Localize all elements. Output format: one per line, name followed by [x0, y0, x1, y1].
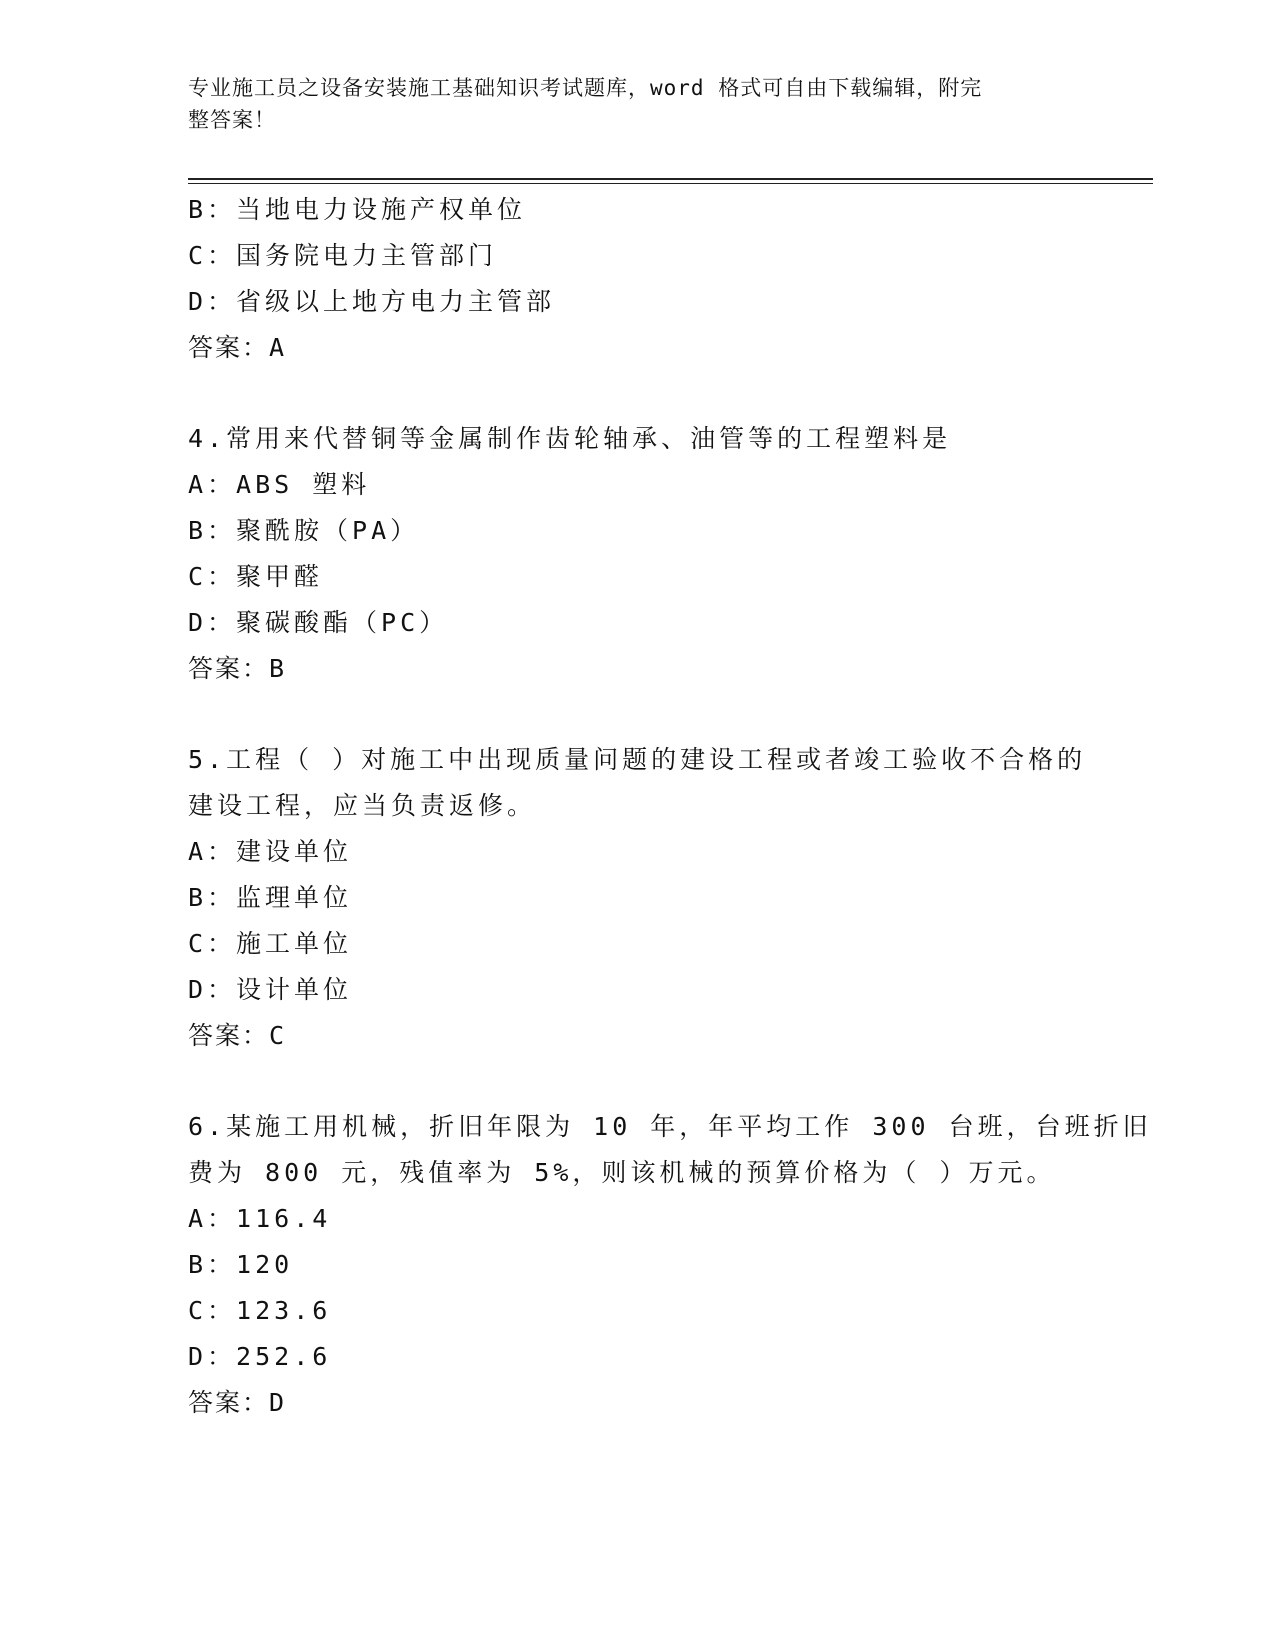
option-b: B：聚酰胺（PA） [188, 516, 420, 545]
question-6 [188, 1104, 1152, 1426]
option-a: A：116.4 [188, 1204, 332, 1233]
question-stem-line-1: 5.工程（ ）对施工中出现质量问题的建设工程或者竣工验收不合格的 [188, 745, 1087, 774]
option-c: C：聚甲醛 [188, 562, 324, 591]
question-4 [188, 416, 1088, 692]
answer-line: 答案：C [188, 1021, 287, 1050]
answer-line: 答案：A [188, 333, 287, 362]
header-divider-thin [188, 183, 1153, 184]
answer-line: 答案：B [188, 654, 287, 683]
spacer [188, 1059, 1088, 1104]
spacer [188, 371, 1088, 416]
question-stem: 4.常用来代替铜等金属制作齿轮轴承、油管等的工程塑料是 [188, 424, 952, 453]
question-5 [188, 737, 1088, 1059]
option-b: B：120 [188, 1250, 294, 1279]
option-b: B：监理单位 [188, 883, 353, 912]
header-divider-thick [188, 178, 1153, 180]
option-a: A：ABS 塑料 [188, 470, 371, 499]
option-b: B：当地电力设施产权单位 [188, 195, 527, 224]
spacer [188, 692, 1088, 737]
answer-line: 答案：D [188, 1388, 287, 1417]
option-c: C：施工单位 [188, 929, 353, 958]
question-stem-line-2: 费为 800 元，残值率为 5%，则该机械的预算价格为（ ）万元。 [188, 1158, 1056, 1187]
question-stem-line-1: 6.某施工用机械，折旧年限为 10 年，年平均工作 300 台班，台班折旧 [188, 1112, 1152, 1141]
header-line-2: 整答案！ [188, 108, 276, 132]
document-header [188, 72, 1088, 136]
option-d: D：252.6 [188, 1342, 332, 1371]
question-stem-line-2: 建设工程，应当负责返修。 [188, 791, 537, 820]
header-line-1: 专业施工员之设备安装施工基础知识考试题库，word 格式可自由下载编辑，附完 [188, 76, 983, 100]
option-d: D：聚碳酸酯（PC） [188, 608, 449, 637]
option-a: A：建设单位 [188, 837, 353, 866]
document-body [188, 187, 1152, 1426]
option-c: C：国务院电力主管部门 [188, 241, 498, 270]
question-continued [188, 187, 1088, 371]
option-d: D：设计单位 [188, 975, 353, 1004]
option-c: C：123.6 [188, 1296, 332, 1325]
option-d: D：省级以上地方电力主管部 [188, 287, 556, 316]
